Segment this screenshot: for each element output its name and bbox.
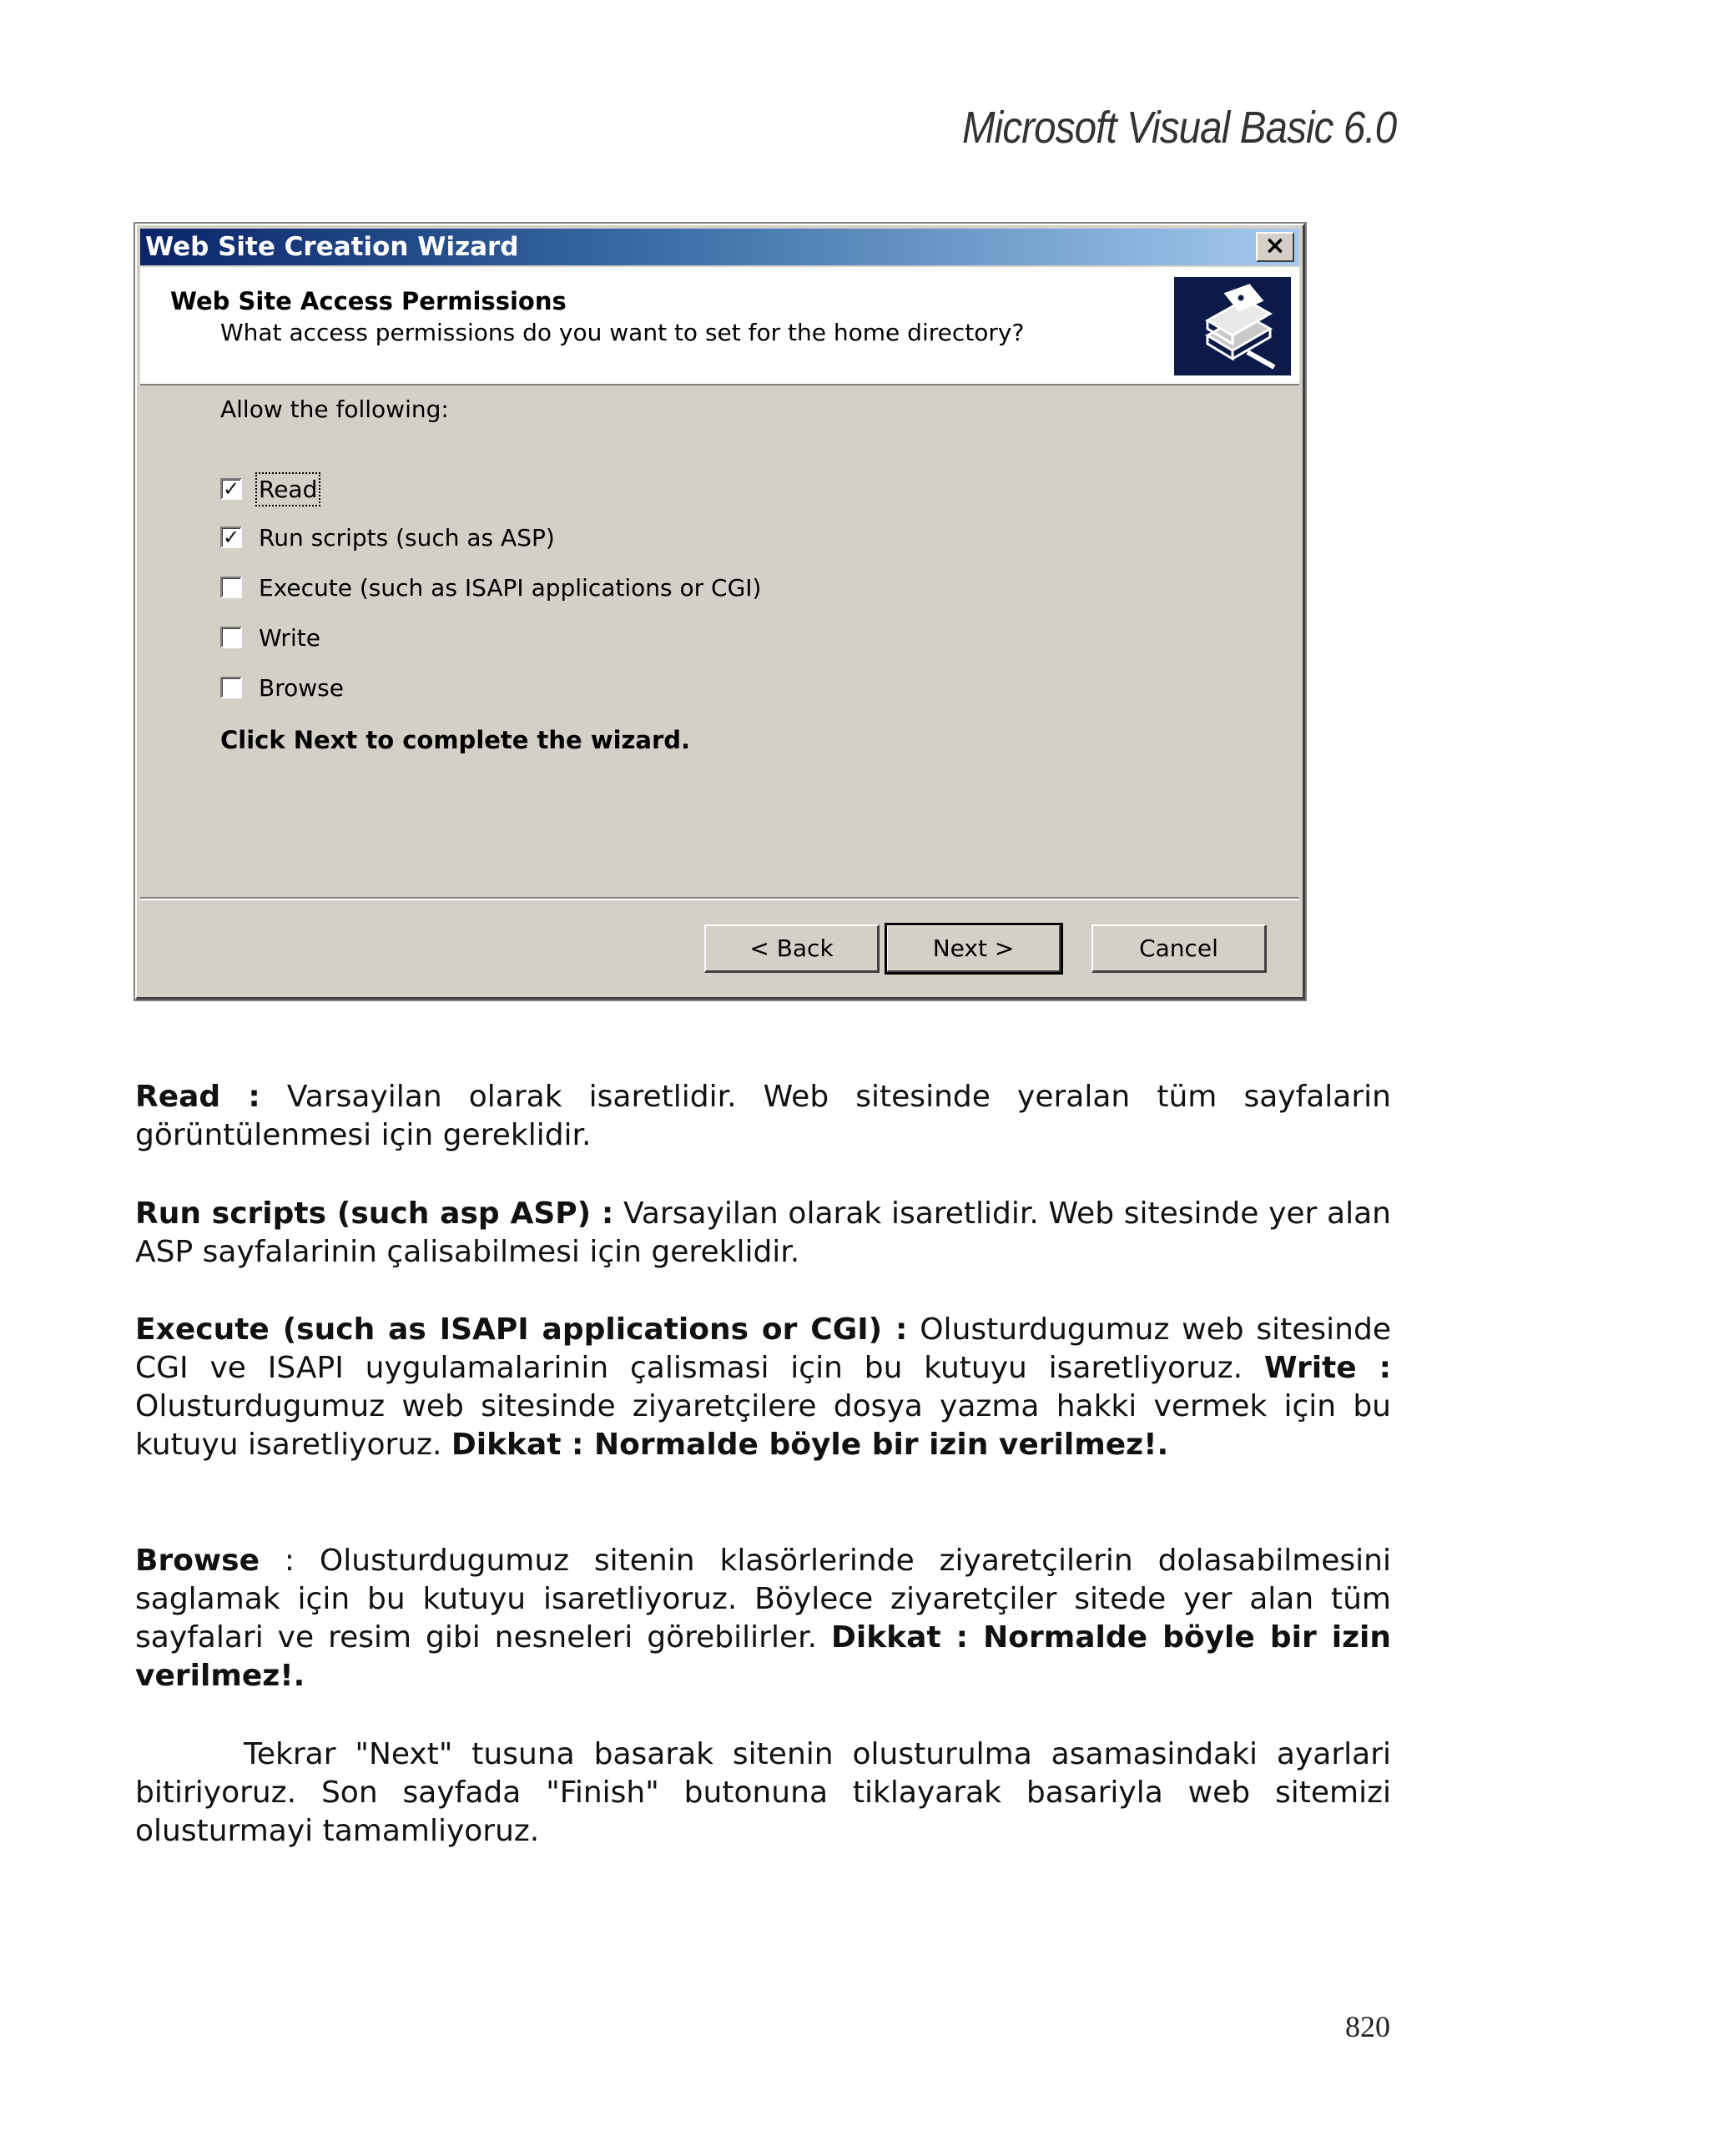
allow-following-label: Allow the following: (220, 395, 449, 423)
checkbox-read-label[interactable]: Read (259, 475, 318, 503)
back-button[interactable]: < Back (704, 924, 880, 973)
text-execute: Olusturdugumuz web sitesinde CGI ve ISAPI uygulamalarinin çalismasi için bu kutuyu isaretliyoruz. (135, 1312, 1391, 1385)
checkbox-browse[interactable] (220, 671, 344, 704)
cancel-button[interactable]: Cancel (1091, 924, 1267, 973)
close-button[interactable] (1256, 232, 1294, 262)
checkbox-run-scripts-label[interactable]: Run scripts (such as ASP) (259, 523, 555, 552)
checkbox-write-label[interactable]: Write (259, 623, 320, 652)
checkbox-execute[interactable] (220, 571, 761, 604)
next-button[interactable]: Next > (886, 924, 1061, 973)
running-header-title: Microsoft Visual Basic 6.0 (961, 103, 1396, 153)
paragraph-execute-write (135, 1311, 1391, 1464)
button-separator (140, 897, 1299, 900)
close-icon: × (1264, 231, 1286, 260)
paragraph-closing (135, 1735, 1391, 1851)
page-number: 820 (1345, 2010, 1390, 2043)
paragraph-read (135, 1078, 1391, 1155)
wizard-subheading: What access permissions do you want to set for the home directory? (220, 319, 1025, 346)
term-execute: Execute (such as ISAPI applications or CGI) : (135, 1312, 908, 1347)
wizard-heading: Web Site Access Permissions (170, 287, 567, 315)
text-write: Olusturdugumuz web sitesinde ziyaretçilere dosya yazma hakki vermek için bu kutuyu isaretliyoruz. (135, 1389, 1391, 1462)
complete-wizard-text: Click Next to complete the wizard. (220, 726, 691, 754)
wizard-books-icon (1174, 277, 1291, 375)
checkbox-read[interactable] (220, 472, 317, 506)
paragraph-run-scripts (135, 1195, 1391, 1272)
checkbox-write-box[interactable] (220, 627, 242, 648)
term-write: Write : (1263, 1351, 1391, 1385)
paragraph-browse (135, 1542, 1391, 1695)
checkbox-browse-box[interactable] (220, 677, 242, 698)
checkbox-run-scripts-box[interactable]: ✓ (220, 526, 242, 548)
warning-browse: Dikkat : Normalde böyle bir izin verilmez!. (135, 1620, 1392, 1693)
term-browse: Browse (135, 1544, 260, 1578)
dialog-title: Web Site Creation Wizard (145, 232, 519, 262)
checkbox-run-scripts[interactable] (220, 521, 555, 554)
wizard-header (140, 267, 1299, 385)
checkbox-write[interactable] (220, 621, 320, 654)
checkbox-execute-label[interactable]: Execute (such as ISAPI applications or CGI) (259, 573, 762, 602)
web-site-creation-wizard-dialog (135, 224, 1305, 1000)
term-run-scripts: Run scripts (such asp ASP) : (135, 1196, 614, 1231)
checkbox-browse-label[interactable]: Browse (259, 673, 344, 702)
text-run-scripts: Varsayilan olarak isaretlidir. Web sitesinde yer alan ASP sayfalarinin çalisabilmesi için gereklidir. (135, 1196, 1391, 1269)
checkbox-read-box[interactable]: ✓ (220, 478, 242, 500)
term-read: Read : (135, 1080, 260, 1114)
warning-write: Dikkat : Normalde böyle bir izin verilmez!. (451, 1428, 1169, 1462)
dialog-titlebar (140, 229, 1299, 265)
text-browse: : Olusturdugumuz sitenin klasörlerinde ziyaretçilerin dolasabilmesini saglamak için bu kutuyu isaretliyoruz. Böylece ziyaretçiler sitede yer alan tüm sayfalari ve resim gibi nesneleri görebilirler. (135, 1544, 1391, 1655)
text-read: Varsayilan olarak isaretlidir. Web sitesinde yeralan tüm sayfalarin görüntülenmesi için gereklidir. (135, 1080, 1391, 1152)
checkbox-execute-box[interactable] (220, 577, 242, 598)
text-closing: Tekrar "Next" tusuna basarak sitenin olusturulma asamasindaki ayarlari bitiriyoruz. Son sayfada "Finish" butonuna tiklayarak basariyla web sitemizi olusturmayi tamamliyoruz. (135, 1737, 1391, 1848)
